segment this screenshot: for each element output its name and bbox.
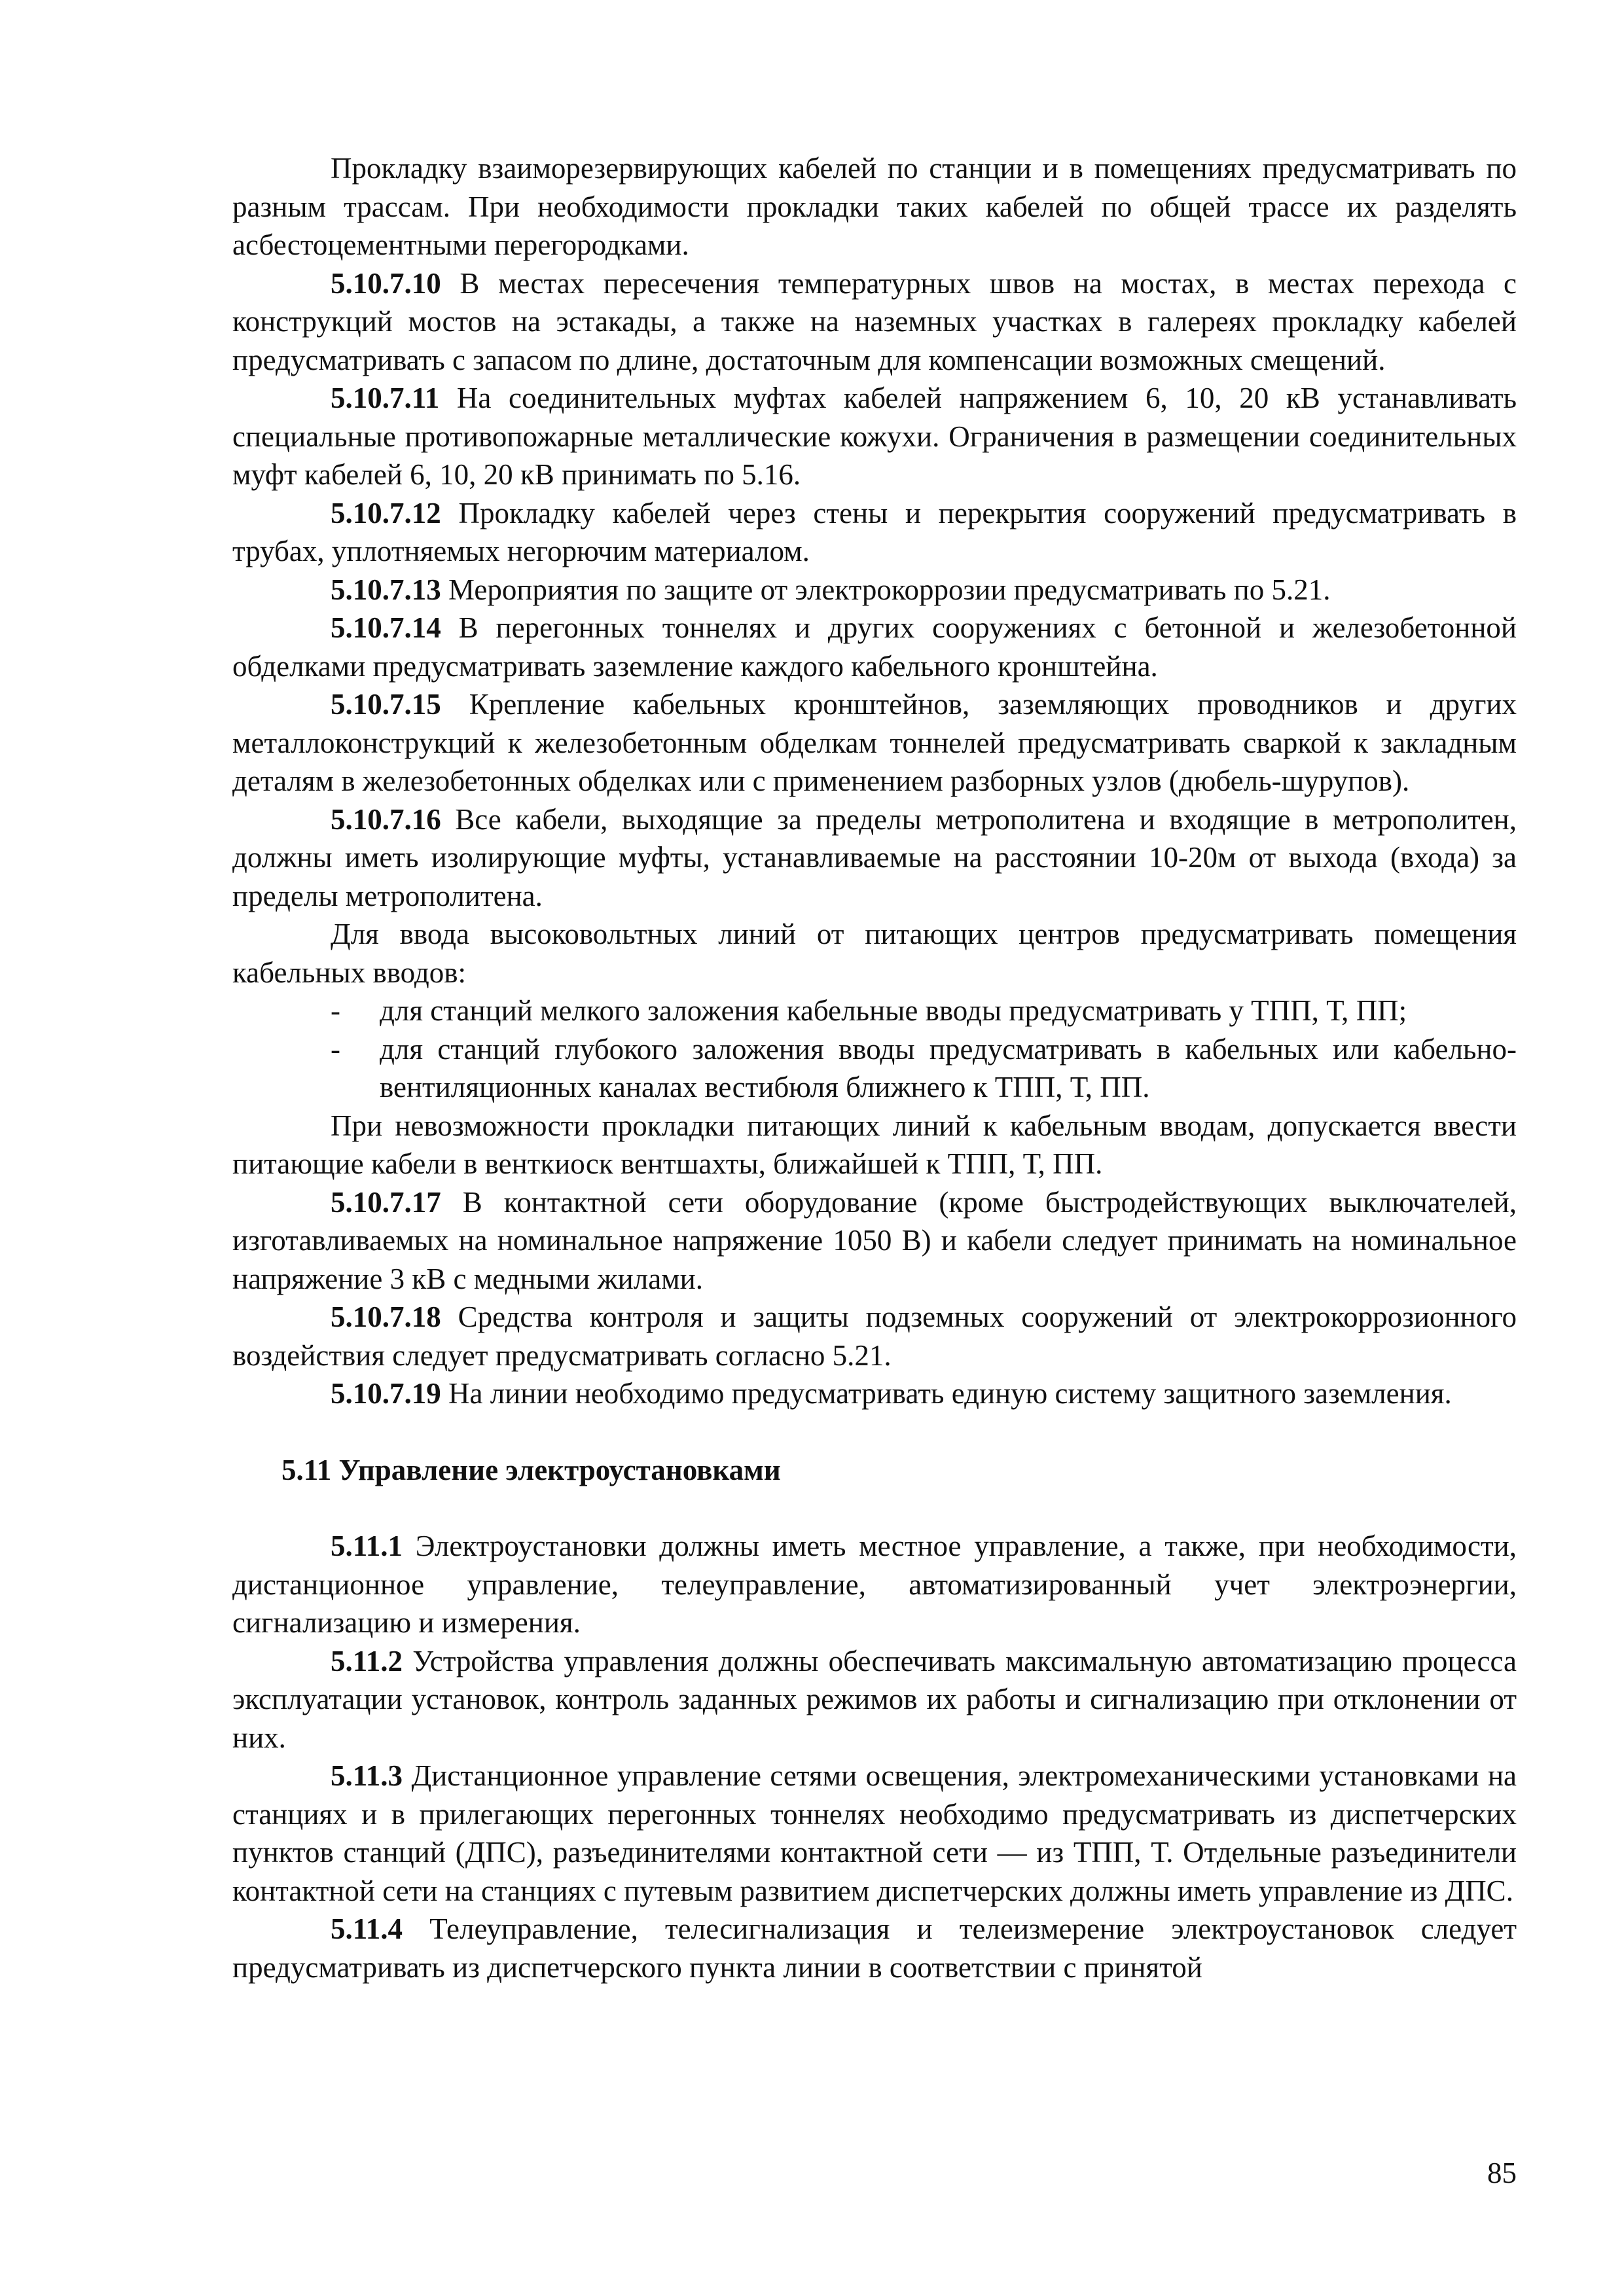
clause-text: Мероприятия по защите от электрокоррозии предусматривать по 5.21. (448, 573, 1331, 606)
document-page (232, 149, 1517, 1986)
section-heading-5-11: 5.11 Управление электроустановками (281, 1453, 781, 1486)
clause-number: 5.10.7.11 (331, 382, 440, 414)
clause-text: Телеуправление, телесигнализация и телеизмерение электроустановок следует предусматривать из диспетчерского пункта линии в соответствии с принятой (232, 1912, 1517, 1984)
page-number: 85 (1487, 2157, 1517, 2189)
clause-number: 5.11.4 (331, 1912, 403, 1945)
paragraph-5-11-3 (232, 1757, 1517, 1910)
list-item: - для станций мелкого заложения кабельные вводы предусматривать у ТПП, Т, ПП; (380, 992, 1517, 1030)
clause-text: На соединительных муфтах кабелей напряжением 6, 10, 20 кВ устанавливать специальные противопожарные металлические кожухи. Ограничения в размещении соединительных муфт кабелей 6, 10, 20 кВ принимать по 5.16. (232, 382, 1517, 491)
clause-number: 5.10.7.14 (331, 611, 441, 644)
clause-number: 5.11.3 (331, 1759, 403, 1792)
paragraph-5-10-7-10 (232, 264, 1517, 380)
paragraph-5-10-7-13 (232, 571, 1517, 609)
paragraph-impossible: При невозможности прокладки питающих линий к кабельным вводам, допускается ввести питающие кабели в венткиоск вентшахты, ближайшей к ТПП, Т, ПП. (232, 1109, 1517, 1180)
paragraph-5-11-1 (232, 1527, 1517, 1642)
list-item: - для станций глубокого заложения вводы предусматривать в кабельных или кабельно-вентиляционных каналах вестибюля ближнего к ТПП, Т, ПП. (380, 1030, 1517, 1107)
clause-number: 5.10.7.19 (331, 1377, 441, 1410)
paragraph-5-11-4 (232, 1910, 1517, 1986)
paragraph-5-10-7-12 (232, 494, 1517, 571)
clause-number: 5.11.1 (331, 1530, 403, 1562)
paragraph-5-10-7-14 (232, 609, 1517, 685)
clause-number: 5.10.7.15 (331, 688, 441, 721)
clause-text: На линии необходимо предусматривать единую систему защитного заземления. (448, 1377, 1452, 1410)
paragraph-intro: Прокладку взаиморезервирующих кабелей по станции и в помещениях предусматривать по разным трассам. При необходимости прокладки таких кабелей по общей трассе их разделять асбестоцементными перегородками. (232, 152, 1517, 261)
clause-text: В перегонных тоннелях и других сооружениях с бетонной и железобетонной обделками предусматривать заземление каждого кабельного кронштейна. (232, 611, 1517, 683)
clause-text: Дистанционное управление сетями освещения, электромеханическими установками на станциях и в прилегающих перегонных тоннелях необходимо предусматривать из диспетчерских пунктов станций (ДПС), разъединителями контактной сети — из ТПП, Т. Отдельные разъединители контактной сети на станциях с путевым развитием диспетчерских должны иметь управление из ДПС. (232, 1759, 1517, 1907)
clause-text: Устройства управления должны обеспечивать максимальную автоматизацию процесса эксплуатации установок, контроль заданных режимов их работы и сигнализацию при отклонении от них. (232, 1644, 1517, 1754)
paragraph-5-10-7-15 (232, 685, 1517, 800)
clause-number: 5.10.7.12 (331, 496, 441, 529)
clause-text: Электроустановки должны иметь местное управление, а также, при необходимости, дистанционное управление, телеуправление, автоматизированный учет электроэнергии, сигнализацию и измерения. (232, 1530, 1517, 1639)
clause-number: 5.11.2 (331, 1644, 403, 1677)
clause-number: 5.10.7.17 (331, 1185, 441, 1219)
cable-input-list (232, 992, 1517, 1107)
clause-number: 5.10.7.10 (331, 266, 441, 300)
paragraph-5-10-7-16 (232, 800, 1517, 916)
clause-text: В местах пересечения температурных швов на мостах, в местах перехода с конструкций мостов на эстакады, а также на наземных участках в галереях прокладку кабелей предусматривать с запасом по длине, достаточным для компенсации возможных смещений. (232, 266, 1517, 376)
clause-text: Все кабели, выходящие за пределы метрополитена и входящие в метрополитен, должны иметь изолирующие муфты, устанавливаемые на расстоянии 10-20м от выхода (входа) за пределы метрополитена. (232, 802, 1517, 912)
clause-text: Крепление кабельных кронштейнов, заземляющих проводников и других металлоконструкций к железобетонным обделкам тоннелей предусматривать сваркой к закладным деталям в железобетонных обделках или с применением разборных узлов (дюбель-шурупов). (232, 688, 1517, 797)
clause-text: Прокладку кабелей через стены и перекрытия сооружений предусматривать в трубах, уплотняемых негорючим материалом. (232, 496, 1517, 567)
clause-number: 5.10.7.18 (331, 1300, 441, 1333)
clause-number: 5.10.7.16 (331, 802, 441, 836)
paragraph-5-10-7-19 (232, 1374, 1517, 1413)
clause-text: Средства контроля и защиты подземных сооружений от электрокоррозионного воздействия следует предусматривать согласно 5.21. (232, 1300, 1517, 1372)
clause-number: 5.10.7.13 (331, 573, 441, 606)
paragraph-5-10-7-11 (232, 379, 1517, 494)
paragraph-5-10-7-17 (232, 1183, 1517, 1299)
paragraph-hv-input: Для ввода высоковольтных линий от питающих центров предусматривать помещения кабельных вводов: (232, 918, 1517, 989)
clause-text: В контактной сети оборудование (кроме быстродействующих выключателей, изготавливаемых на номинальное напряжение 1050 В) и кабели следует принимать на номинальное напряжение 3 кВ с медными жилами. (232, 1185, 1517, 1295)
paragraph-5-10-7-18 (232, 1298, 1517, 1374)
paragraph-5-11-2 (232, 1642, 1517, 1757)
